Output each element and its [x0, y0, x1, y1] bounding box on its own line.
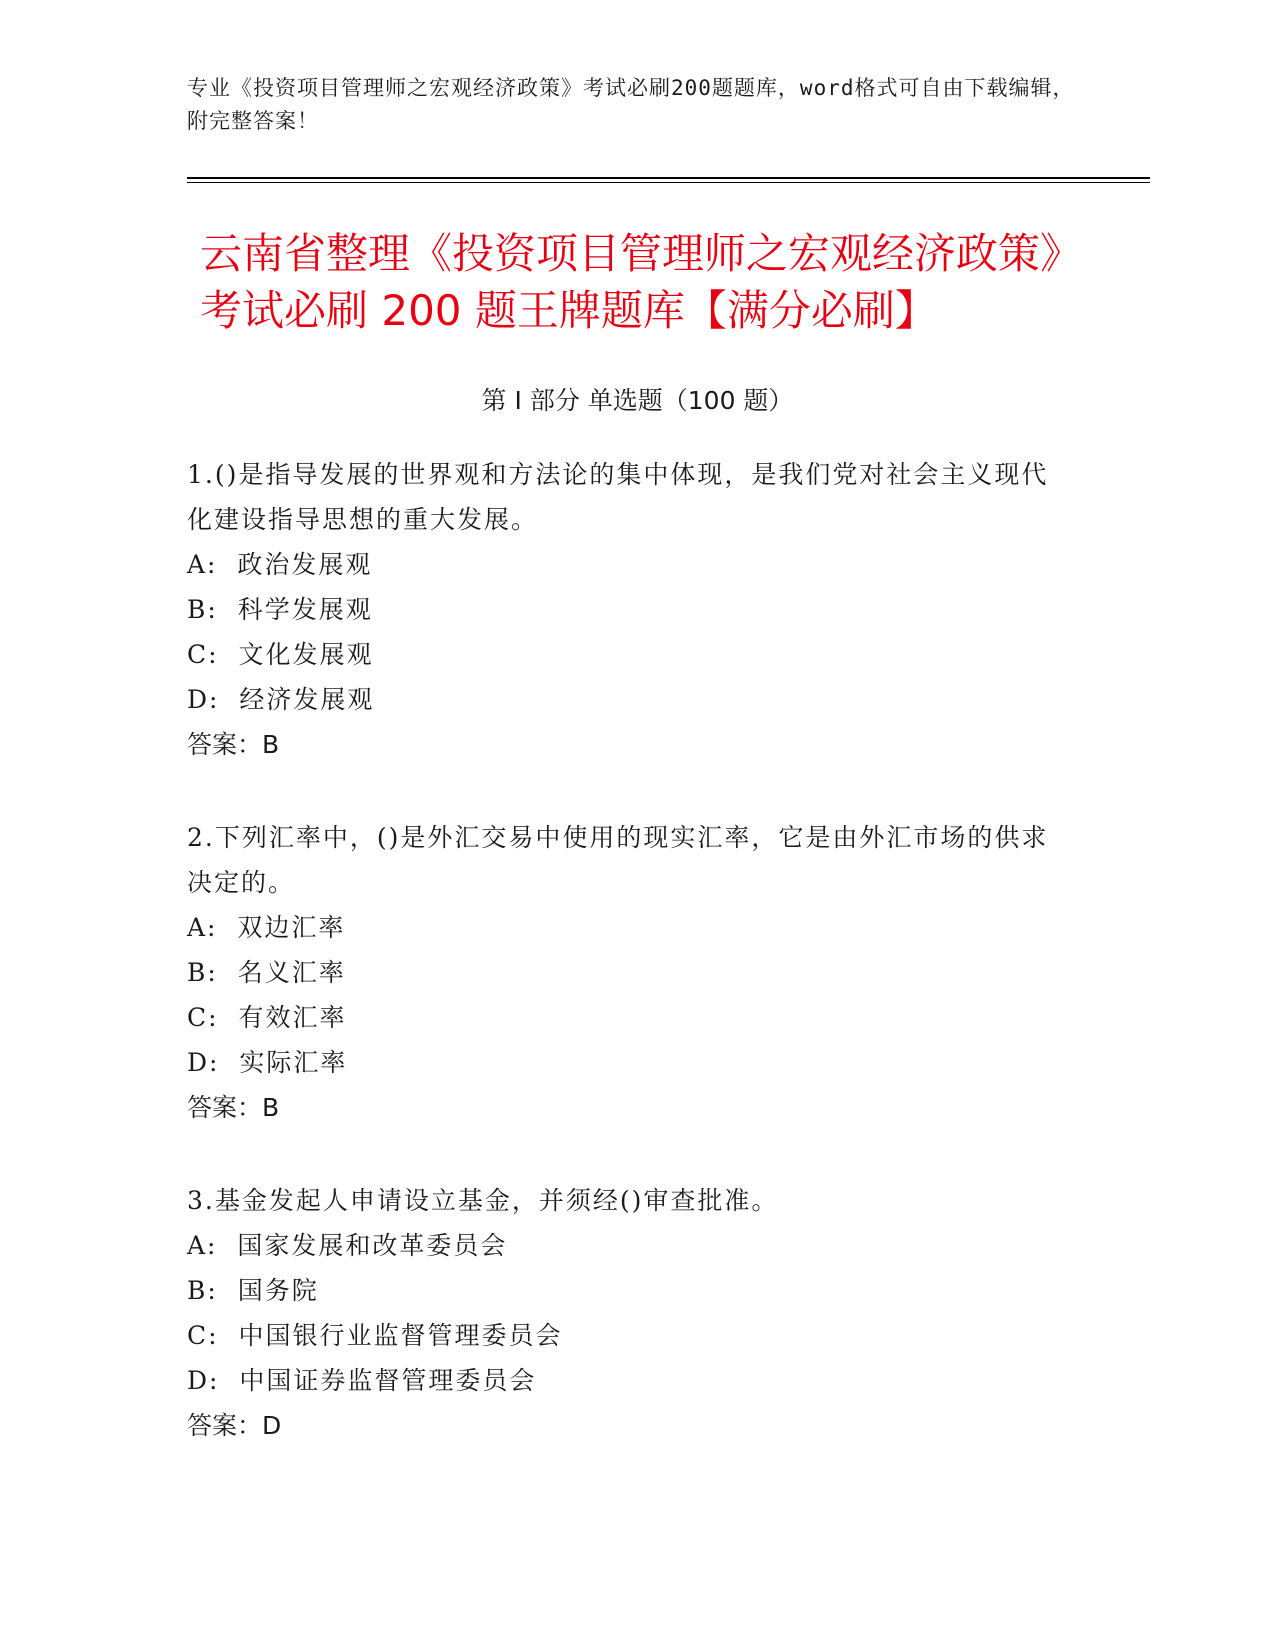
option-d: D: 实际汇率 [187, 1048, 348, 1077]
question-stem: 3.基金发起人申请设立基金，并须经()审查批准。 [187, 1186, 779, 1215]
option-d: D: 中国证券监督管理委员会 [187, 1366, 537, 1395]
header-divider-thick [187, 177, 1150, 179]
option-c: C: 文化发展观 [187, 640, 374, 669]
option-a: A: 政治发展观 [187, 550, 373, 579]
option-b: B: 科学发展观 [187, 595, 373, 624]
question-1 [187, 452, 1067, 767]
option-c: C: 有效汇率 [187, 1003, 347, 1032]
section-heading: 第 I 部分 单选题（100 题） [481, 386, 794, 415]
header-note: 专业《投资项目管理师之宏观经济政策》考试必刷200题题库，word格式可自由下载编辑，附完整答案！ [187, 76, 1075, 133]
option-a: A: 国家发展和改革委员会 [187, 1231, 508, 1260]
option-b: B: 名义汇率 [187, 958, 346, 987]
option-d: D: 经济发展观 [187, 685, 375, 714]
option-c: C: 中国银行业监督管理委员会 [187, 1321, 563, 1350]
answer: 答案：B [187, 1093, 280, 1122]
question-3 [187, 1178, 1067, 1448]
document-title: 云南省整理《投资项目管理师之宏观经济政策》考试必刷 200 题王牌题库【满分必刷】 [200, 229, 1062, 335]
option-b: B: 国务院 [187, 1276, 319, 1305]
answer: 答案：D [187, 1411, 282, 1440]
question-stem: 2.下列汇率中，()是外汇交易中使用的现实汇率，它是由外汇市场的供求决定的。 [187, 823, 1049, 897]
question-2 [187, 815, 1067, 1130]
question-stem: 1.()是指导发展的世界观和方法论的集中体现，是我们党对社会主义现代化建设指导思想的重大发展。 [187, 460, 1049, 534]
option-a: A: 双边汇率 [187, 913, 346, 942]
header-divider-thin [187, 182, 1150, 183]
answer: 答案：B [187, 730, 280, 759]
